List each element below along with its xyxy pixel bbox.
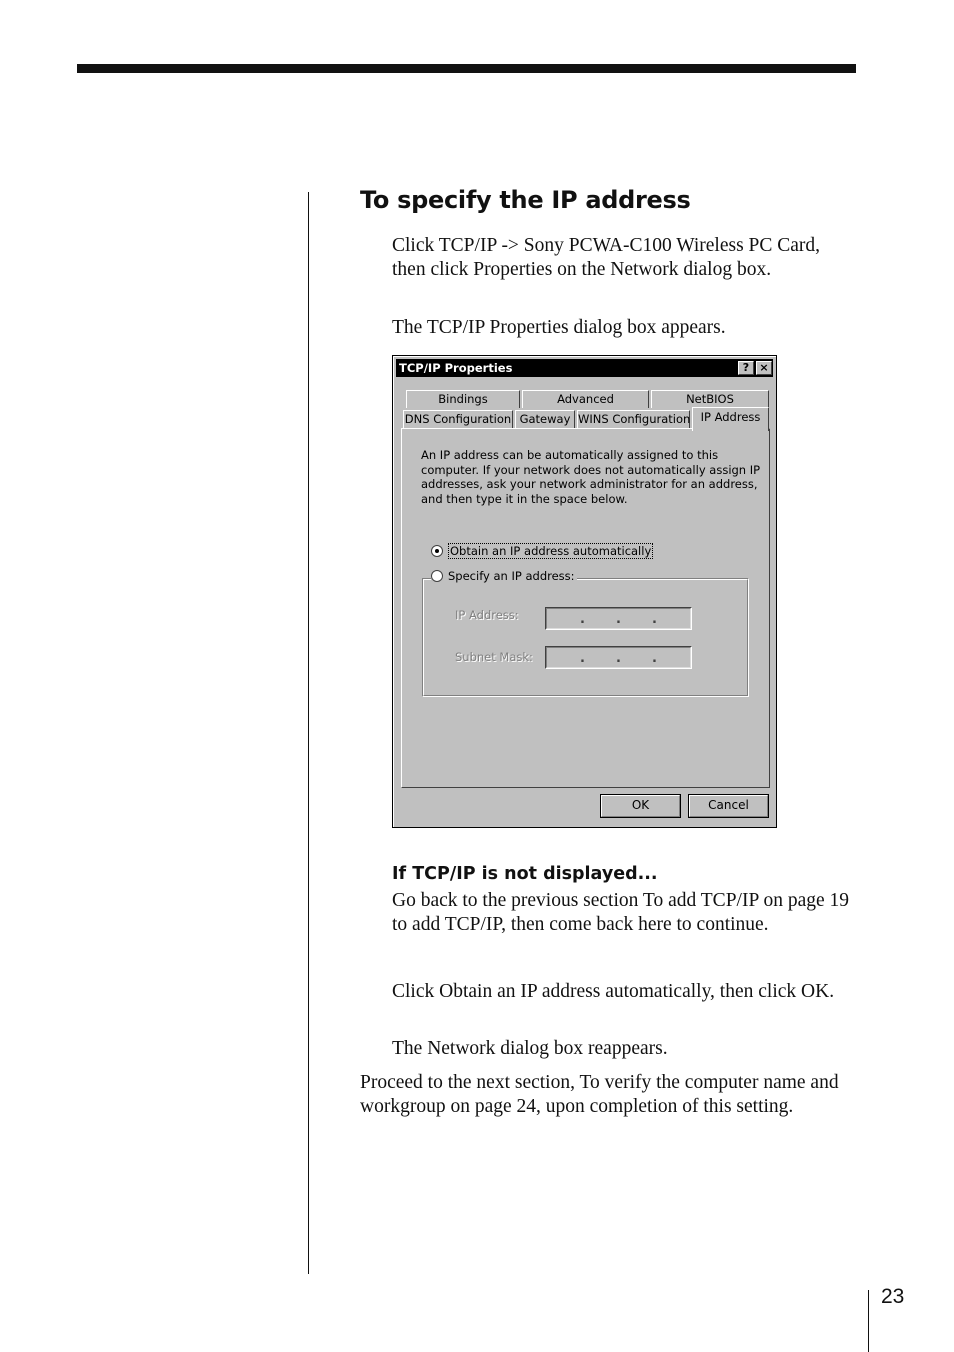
ok-button[interactable]: OK: [600, 794, 681, 818]
step-instruction-2: Click Obtain an IP address automatically, then click OK.: [392, 981, 835, 1002]
step-result: The TCP/IP Properties dialog box appears.: [392, 317, 726, 338]
tab-bindings[interactable]: Bindings: [406, 390, 520, 408]
step-instruction: Click TCP/IP -> Sony PCWA-C100 Wireless PC Card, then click Properties on the Network dialog box.: [392, 235, 821, 280]
page-number: 23: [881, 1285, 905, 1308]
note-body: Go back to the previous section To add TCP/IP on page 19 to add TCP/IP, then come back here to continue.: [392, 890, 850, 935]
tcpip-properties-dialog: [392, 355, 777, 828]
subnet-mask-field[interactable]: . . .: [545, 646, 692, 669]
help-button[interactable]: ?: [738, 361, 754, 375]
radio-unselected-icon[interactable]: [431, 570, 443, 582]
tab-dns-configuration[interactable]: DNS Configuration: [404, 412, 512, 426]
ip-address-label: IP Address:: [455, 608, 519, 622]
tab-ip-address[interactable]: IP Address: [692, 407, 769, 431]
specify-ip-radio[interactable]: [431, 569, 577, 583]
dialog-titlebar: [396, 359, 773, 377]
tab-wins-configuration[interactable]: WINS Configuration: [578, 412, 691, 426]
obtain-ip-radio[interactable]: [431, 543, 653, 559]
obtain-ip-label: Obtain an IP address automatically: [450, 544, 652, 558]
margin-rule: [308, 192, 309, 1274]
ip-description: An IP address can be automatically assigned to this computer. If your network does not automatically assign IP addresses, ask your network administrator for an address, and then type it in the space below.: [421, 448, 761, 506]
specify-ip-label: Specify an IP address:: [448, 569, 575, 583]
section-heading: To specify the IP address: [360, 186, 691, 214]
close-button[interactable]: ×: [756, 361, 772, 375]
step-result-2: The Network dialog box reappears.: [392, 1038, 668, 1059]
note-heading: If TCP/IP is not displayed...: [392, 864, 658, 884]
proceed-paragraph: Proceed to the next section, To verify the computer name and workgroup on page 24, upon completion of this setting.: [360, 1072, 839, 1117]
ip-address-field[interactable]: . . .: [545, 607, 692, 630]
top-rule: [77, 64, 856, 73]
specify-ip-group: [422, 578, 749, 697]
cancel-button[interactable]: Cancel: [688, 794, 769, 818]
subnet-mask-label: Subnet Mask:: [455, 650, 533, 664]
tab-advanced[interactable]: Advanced: [522, 390, 649, 408]
dialog-title: TCP/IP Properties: [399, 361, 513, 375]
folio-rule: [868, 1290, 869, 1352]
radio-selected-icon[interactable]: [431, 545, 443, 557]
tab-netbios[interactable]: NetBIOS: [651, 390, 769, 408]
tab-gateway[interactable]: Gateway: [515, 410, 575, 428]
